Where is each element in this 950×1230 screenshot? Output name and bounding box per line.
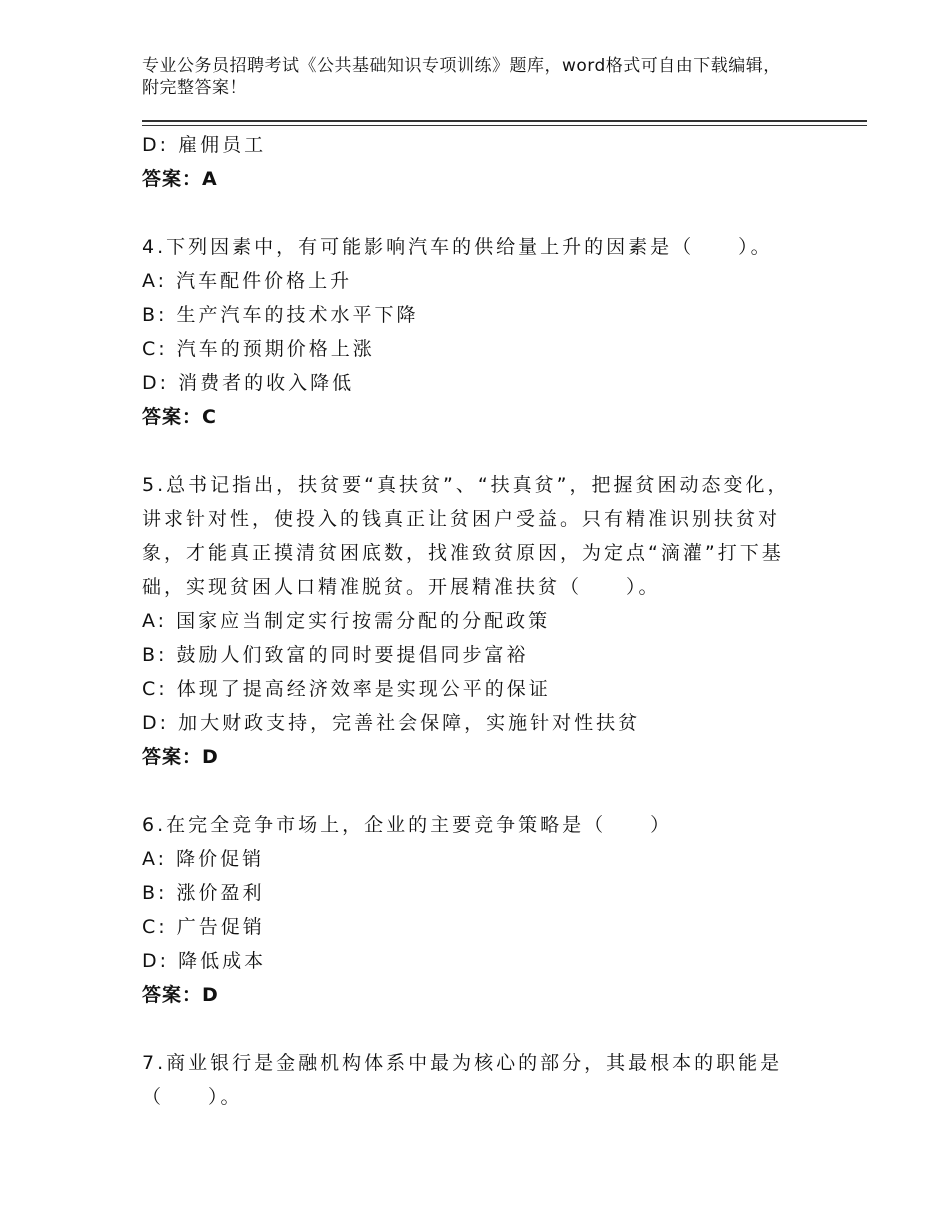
question-6 xyxy=(142,808,802,1012)
option-a: A: 降价促销 xyxy=(142,848,265,870)
option-c: C: 体现了提高经济效率是实现公平的保证 xyxy=(142,678,551,700)
question-5 xyxy=(142,468,802,774)
answer: 答案：D xyxy=(142,984,219,1006)
answer: 答案：A xyxy=(142,168,218,190)
question-text: 7.商业银行是金融机构体系中最为核心的部分，其最根本的职能是（ ）。 xyxy=(142,1052,783,1108)
option-d: D: 雇佣员工 xyxy=(142,134,267,156)
option-a: A: 汽车配件价格上升 xyxy=(142,270,353,292)
option-b: B: 生产汽车的技术水平下降 xyxy=(142,304,419,326)
document-header: 专业公务员招聘考试《公共基础知识专项训练》题库，word格式可自由下载编辑，附完整答案！ xyxy=(142,56,781,98)
header-rule-thin xyxy=(142,125,867,126)
option-c: C: 汽车的预期价格上涨 xyxy=(142,338,375,360)
question-list xyxy=(142,128,802,1114)
option-d: D: 加大财政支持，完善社会保障，实施针对性扶贫 xyxy=(142,712,641,734)
option-a: A: 国家应当制定实行按需分配的分配政策 xyxy=(142,610,551,632)
question-3 xyxy=(142,128,802,196)
option-c: C: 广告促销 xyxy=(142,916,265,938)
header-rule-thick xyxy=(142,120,867,122)
question-4 xyxy=(142,230,802,434)
question-text: 4.下列因素中，有可能影响汽车的供给量上升的因素是（ ）。 xyxy=(142,236,773,258)
question-text: 5.总书记指出，扶贫要“真扶贫”、“扶真贫”，把握贫困动态变化，讲求针对性，使投入的钱真正让贫困户受益。只有精准识别扶贫对象，才能真正摸清贫困底数，找准致贫原因，为定点“滴灌”打下基础，实现贫困人口精准脱贫。开展精准扶贫（ ）。 xyxy=(142,474,790,598)
answer: 答案：C xyxy=(142,406,217,428)
question-7 xyxy=(142,1046,802,1114)
answer: 答案：D xyxy=(142,746,219,768)
question-text: 6.在完全竞争市场上，企业的主要竞争策略是（ ） xyxy=(142,814,673,836)
option-b: B: 鼓励人们致富的同时要提倡同步富裕 xyxy=(142,644,529,666)
option-d: D: 降低成本 xyxy=(142,950,267,972)
option-b: B: 涨价盈利 xyxy=(142,882,265,904)
option-d: D: 消费者的收入降低 xyxy=(142,372,355,394)
